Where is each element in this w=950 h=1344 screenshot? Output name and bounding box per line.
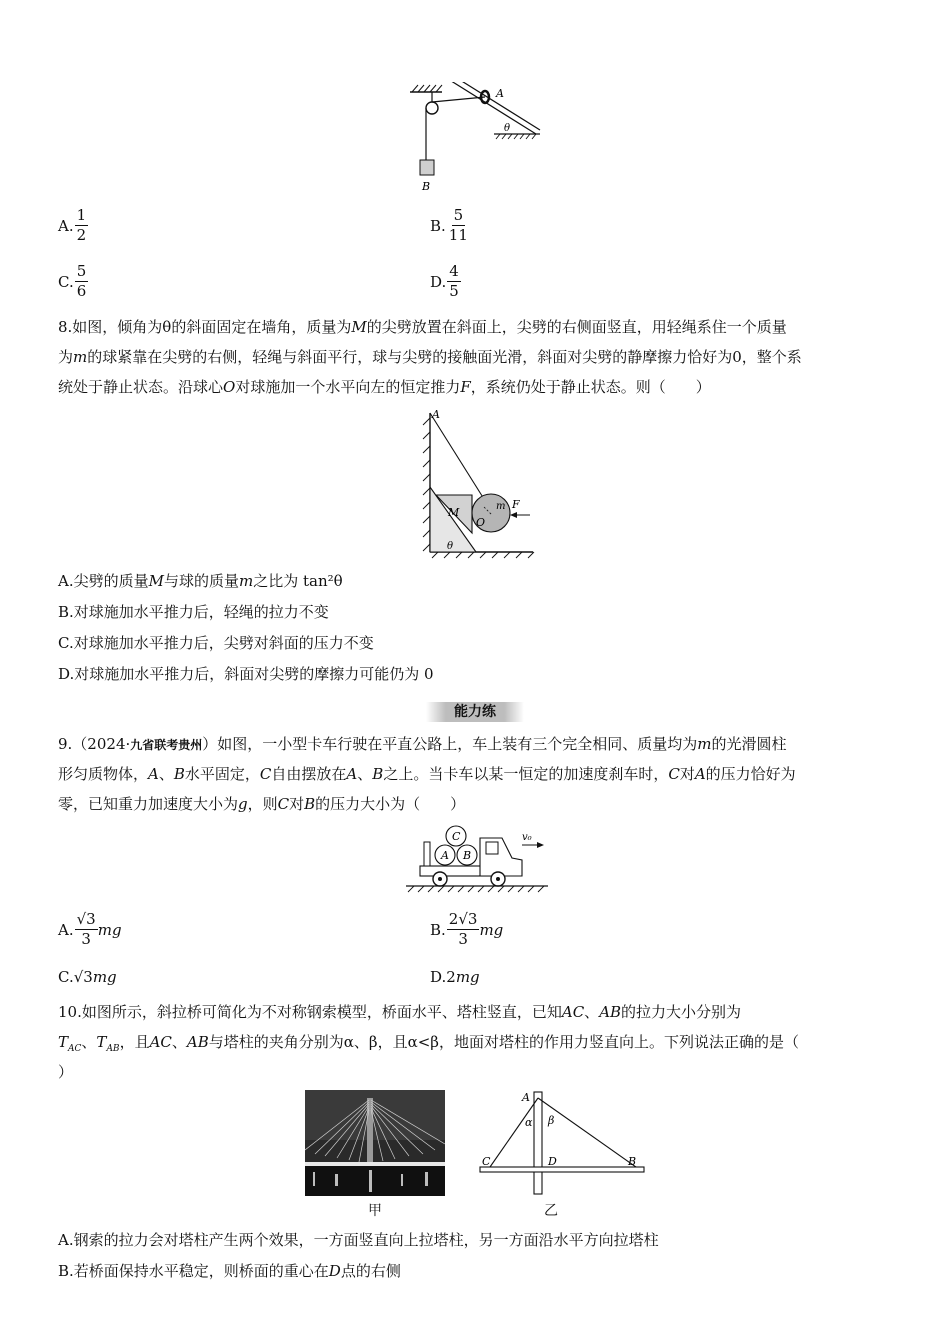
q7-option-b: B. $\frac{5}{11}$: [430, 206, 468, 244]
q7-option-d: D. $\frac{4}{5}$: [430, 262, 459, 300]
q8-option-d: D.对球施加水平推力后，斜面对尖劈的摩擦力可能仍为 0: [58, 665, 434, 683]
q8-label-theta: θ: [447, 541, 454, 552]
q9-option-d: D. 2 mg: [430, 968, 480, 986]
q10-diagram: [476, 1088, 648, 1198]
q10-label-alpha: α: [525, 1116, 533, 1129]
q8-figure: [418, 405, 538, 560]
q7-option-a: A. $\frac{1}{2}$: [58, 206, 87, 244]
q10-stem-line-1: 10.如图所示，斜拉桥可简化为不对称钢索模型，桥面水平、塔柱竖直，已知AC、AB的拉力大小分别为: [58, 1003, 742, 1021]
q8-label-f: F: [512, 498, 520, 511]
q10-label-b: B: [628, 1155, 637, 1168]
section-badge: 能力练: [426, 702, 524, 722]
q8-stem-line-3: 统处于静止状态。沿球心O对球施加一个水平向左的恒定推力F，系统仍处于静止状态。则（ ）: [58, 378, 711, 396]
q9-label-b: B: [463, 849, 472, 862]
q7-label-a: A: [496, 87, 504, 100]
q7-label-theta: θ: [504, 123, 511, 134]
q8-label-o: O: [476, 516, 486, 529]
q8-label-m-wedge: M: [448, 506, 460, 519]
q8-option-a: A.尖劈的质量M与球的质量m之比为 tan²θ: [58, 572, 343, 590]
q7-figure: [400, 82, 550, 194]
q9-stem-line-1: 9.（2024·九省联考贵州）如图，一小型卡车行驶在平直公路上，车上装有三个完全相同、质量均为m的光滑圆柱: [58, 735, 787, 753]
q9-stem-line-2: 形匀质物体，A、B水平固定，C自由摆放在A、B之上。当卡车以某一恒定的加速度刹车时，C对A的压力恰好为: [58, 765, 796, 783]
q10-option-b: B.若桥面保持水平稳定，则桥面的重心在D点的右侧: [58, 1262, 401, 1280]
q9-stem-line-3: 零，已知重力加速度大小为g，则C对B的压力大小为（ ）: [58, 795, 466, 813]
q10-label-a: A: [522, 1091, 530, 1104]
q9-label-a: A: [441, 849, 449, 862]
q10-label-c: C: [482, 1155, 491, 1168]
q9-figure: [404, 822, 552, 898]
q10-bridge-photo: [305, 1090, 445, 1196]
q9-option-a: A. $\frac{√3}{3}$ mg: [58, 910, 122, 948]
q8-label-m-ball: m: [496, 501, 506, 512]
q8-option-c: C.对球施加水平推力后，尖劈对斜面的压力不变: [58, 634, 374, 652]
q8-option-b: B.对球施加水平推力后，轻绳的拉力不变: [58, 603, 329, 621]
q10-option-a: A.钢索的拉力会对塔柱产生两个效果，一方面竖直向上拉塔柱，另一方面沿水平方向拉塔柱: [58, 1231, 659, 1249]
q8-stem-line-2: 为m的球紧靠在尖劈的右侧，轻绳与斜面平行，球与尖劈的接触面光滑，斜面对尖劈的静摩擦力恰好为0，整个系: [58, 348, 802, 366]
q10-caption-jia: 甲: [368, 1203, 382, 1219]
q10-stem-line-3: ）: [58, 1063, 74, 1081]
q10-stem-line-2: $T_{AC}$、$T_{AB}$，且AC、AB与塔柱的夹角分别为α、β，且α<β，地面对塔柱的作用力竖直向上。下列说法正确的是（: [58, 1033, 799, 1054]
q8-stem-line-1: 8.如图，倾角为θ的斜面固定在墙角，质量为M的尖劈放置在斜面上，尖劈的右侧面竖直，用轻绳系住一个质量: [58, 318, 787, 336]
q10-caption-yi: 乙: [544, 1203, 558, 1219]
q9-option-b: B. $\frac{2√3}{3}$ mg: [430, 910, 504, 948]
q9-option-c: C. √3 mg: [58, 968, 117, 986]
q9-label-c: C: [452, 830, 461, 843]
q8-label-a: A: [432, 408, 440, 421]
q9-label-v0: v₀: [522, 832, 532, 843]
q10-label-beta: β: [548, 1114, 555, 1127]
q10-label-d: D: [548, 1155, 557, 1168]
q7-option-c: C. $\frac{5}{6}$: [58, 262, 87, 300]
q7-label-b: B: [422, 180, 431, 193]
